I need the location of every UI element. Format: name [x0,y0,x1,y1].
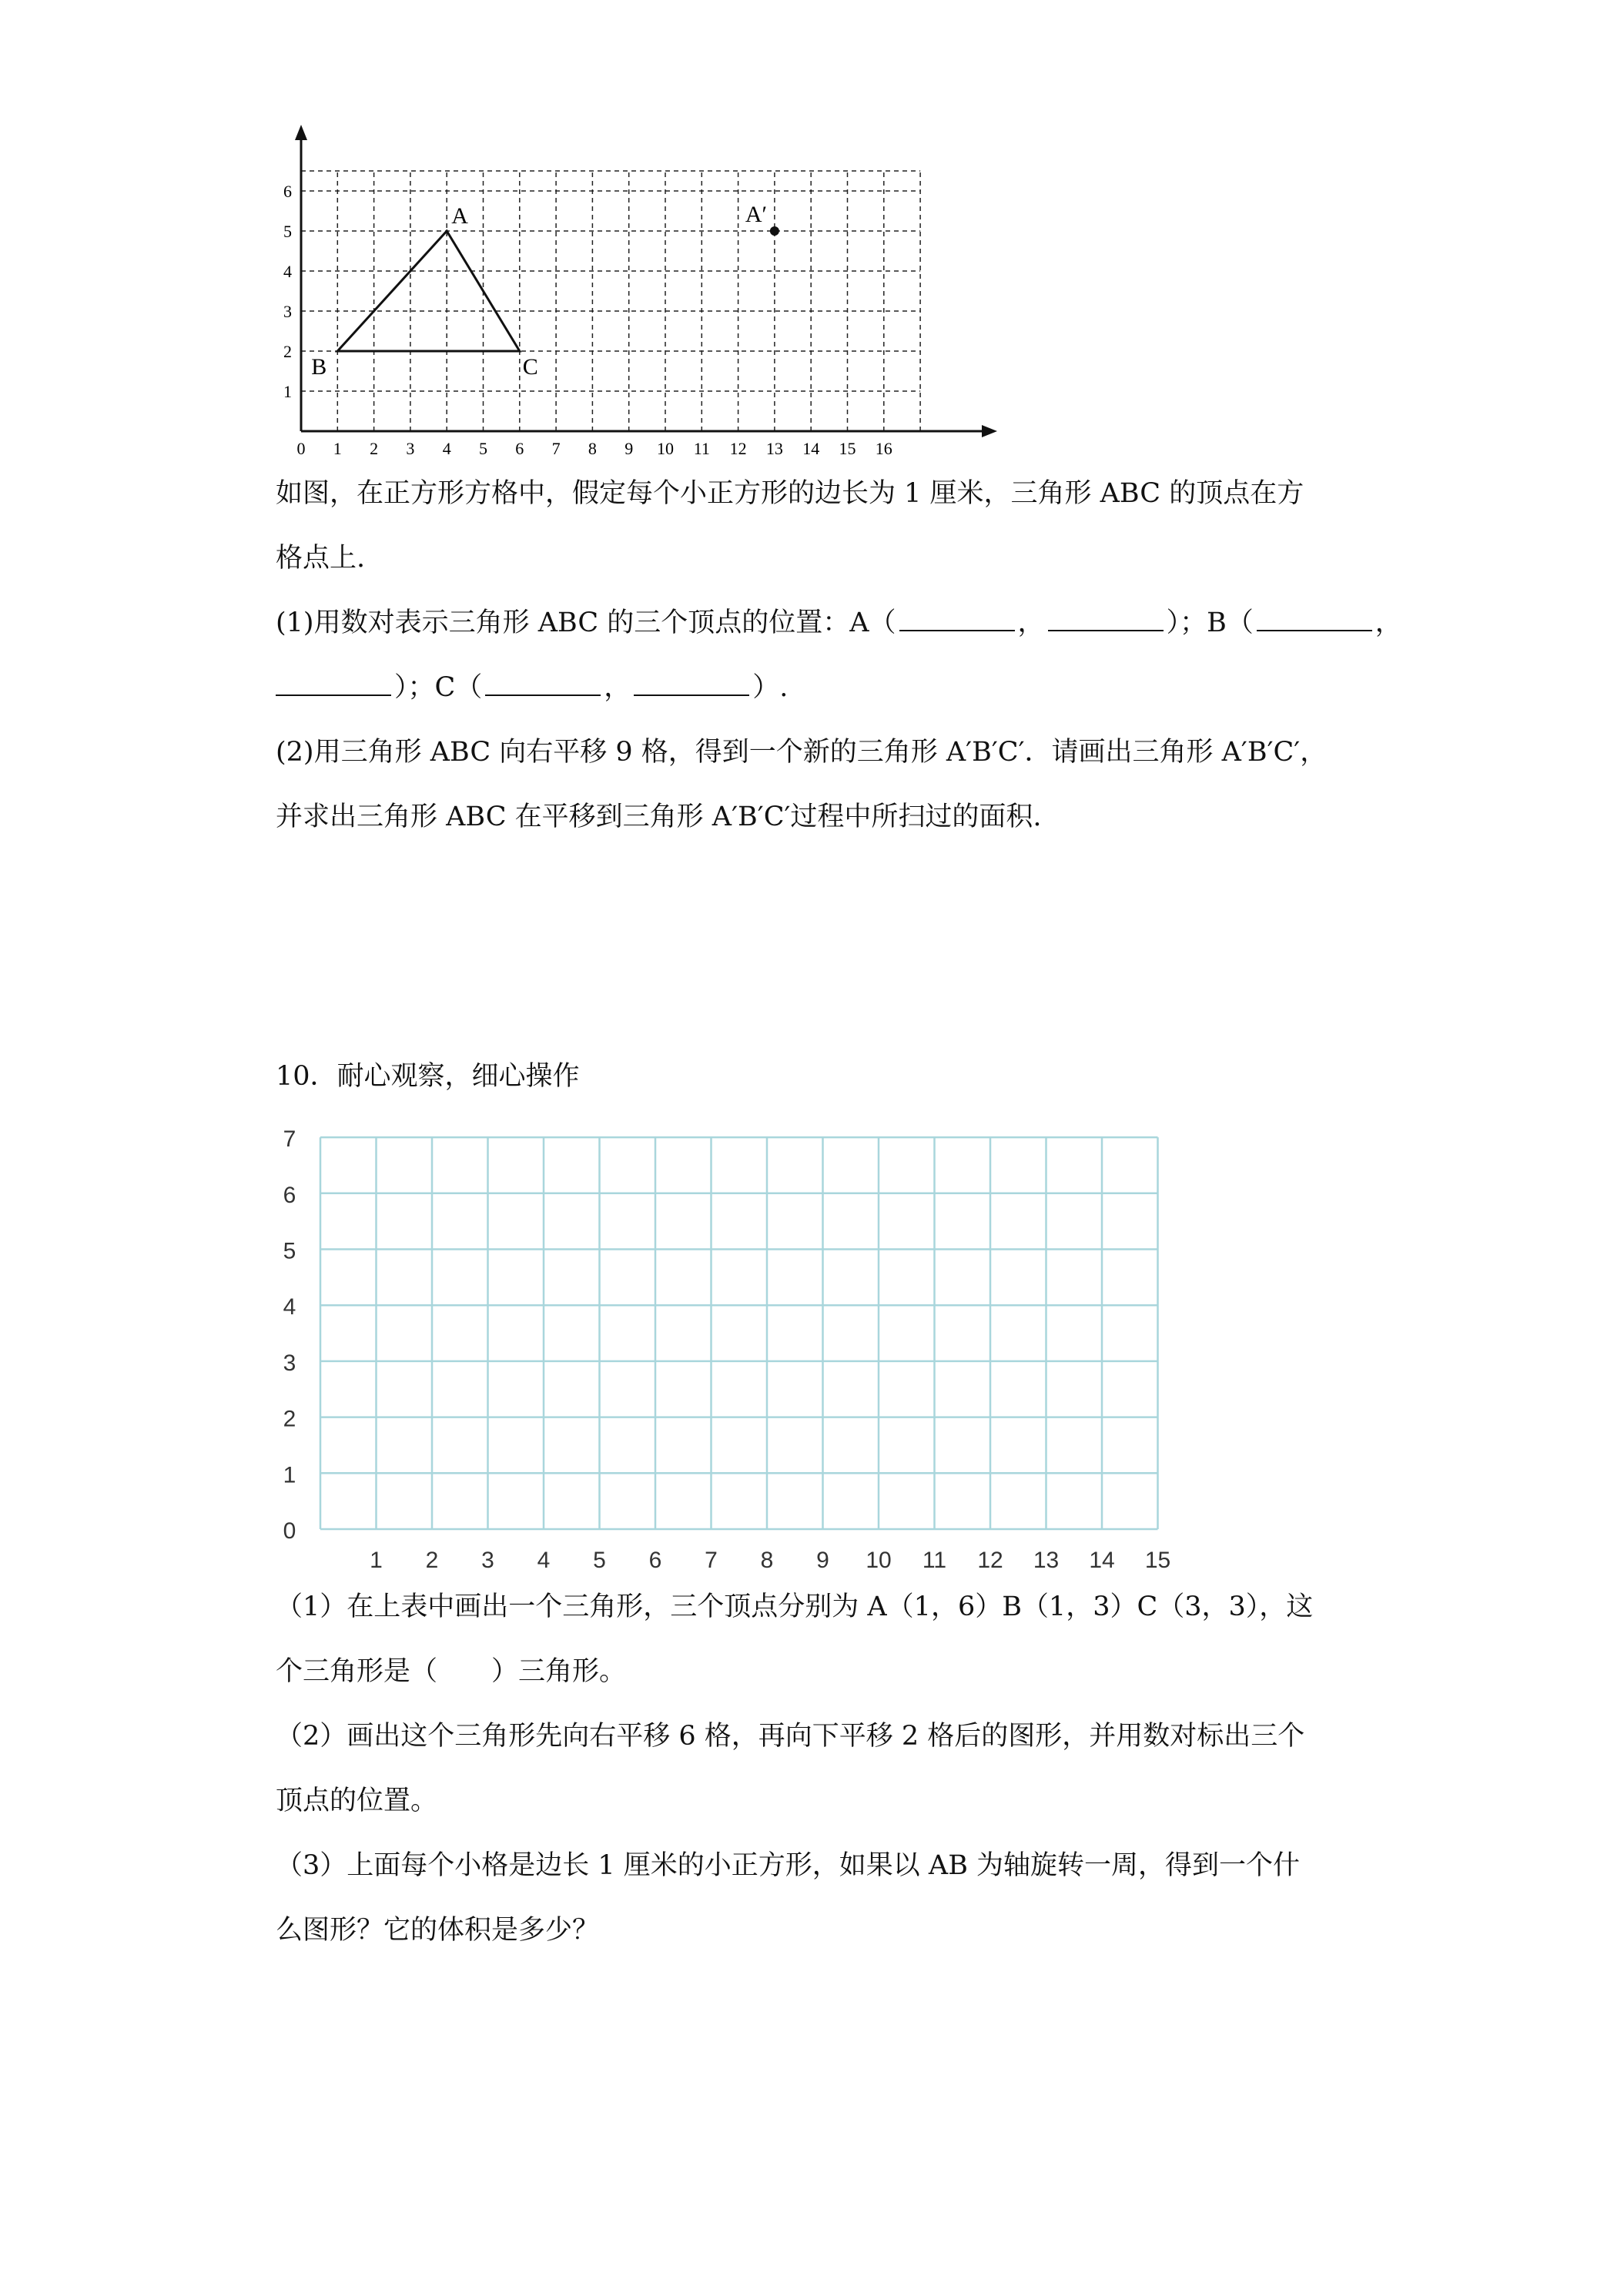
answer-blank-a-x[interactable] [899,604,1015,631]
x-tick-label: 7 [551,439,561,454]
x-tick-label: 14 [1089,1548,1115,1573]
x-tick-labels [297,439,892,454]
label-a-prime: A′ [745,202,768,227]
x-tick-label: 12 [977,1548,1003,1573]
x-tick-label: 9 [624,439,634,454]
answer-blank-a-y[interactable] [1048,604,1164,631]
x-tick-label: 5 [479,439,487,454]
question-10-text [276,1585,1354,1953]
q10-part3-line-2: 么图形？它的体积是多少？ [276,1915,600,1946]
y-tick-label: 4 [283,1294,296,1320]
x-tick-label: 2 [425,1548,439,1573]
label-b: B [311,354,327,380]
question-10-title: 10．耐心观察，细心操作 [276,1061,580,1092]
y-tick-label: 2 [283,342,292,361]
x-tick-label: 1 [370,1548,383,1573]
q9-part1-line-2 [276,665,1354,710]
x-tick-label: 11 [693,439,710,454]
q9-part2-line-2: 并求出三角形 ABC 在平移到三角形 A′B′C′过程中所扫过的面积. [276,802,1042,832]
x-tick-label: 6 [515,439,524,454]
x-tick-label: 11 [922,1548,947,1573]
x-tick-label: 15 [839,439,856,454]
x-tick-label: 3 [406,439,415,454]
q10-part2-line-2: 顶点的位置。 [276,1786,438,1816]
dashed-grid [301,171,920,431]
x-tick-label: 5 [593,1548,606,1573]
x-tick-label: 16 [875,439,892,454]
q9-part1-text-g: ）. [752,672,789,703]
y-tick-label: 1 [283,1462,296,1488]
q9-intro-line-2: 格点上. [276,543,366,574]
q9-part1-text-e: ）；C（ [394,672,483,703]
x-tick-label: 13 [765,439,783,454]
q10-part1-line-1: （1）在上表中画出一个三角形，三个顶点分别为 A（1，6）B（1，3）C（3，3），这 [276,1591,1314,1622]
y-tick-label: 3 [283,302,292,321]
y-tick-label: 5 [283,222,292,241]
y-tick-label: 0 [283,1518,296,1544]
y-tick-label: 3 [283,1350,296,1376]
blue-grid [320,1137,1158,1529]
x-tick-label: 10 [866,1548,892,1573]
q9-part1-text-a: (1)用数对表示三角形 ABC 的三个顶点的位置：A（ [276,607,896,638]
x-tick-label: 1 [333,439,342,454]
label-c: C [522,354,538,380]
q9-part1-text-b: ， [1017,607,1045,638]
q9-intro-line-1: 如图，在正方形方格中，假定每个小正方形的边长为 1 厘米，三角形 ABC 的顶点在方 [276,478,1304,509]
answer-blank-b-x[interactable] [1257,604,1372,631]
y-tick-label: 6 [283,1182,296,1208]
y-tick-label: 5 [283,1238,296,1264]
x-tick-label: 4 [537,1548,551,1573]
y-tick-labels [283,182,292,401]
answer-blank-c-x[interactable] [485,668,601,696]
x-tick-label: 8 [760,1548,774,1573]
q10-part1-line-2: 个三角形是（ ）三角形。 [276,1656,627,1687]
x-tick-label: 4 [442,439,451,454]
answer-blank-c-y[interactable] [634,668,749,696]
triangle-abc [337,231,520,351]
answer-blank-b-y[interactable] [276,668,391,696]
q9-part1-text-c: ）；B（ [1166,607,1254,638]
q9-part1-text-d: ， [1375,607,1402,638]
point-a-prime [770,226,779,236]
x-tick-label: 15 [1144,1548,1171,1573]
y-tick-label: 1 [283,382,292,401]
y-tick-label: 7 [283,1126,296,1153]
y-tick-label: 4 [283,262,292,281]
x-tick-label: 6 [648,1548,662,1573]
x-tick-label: 8 [588,439,597,454]
q10-part3-line-1: （3）上面每个小格是边长 1 厘米的小正方形，如果以 AB 为轴旋转一周，得到一个什 [276,1850,1301,1881]
x-tick-label: 2 [370,439,379,454]
x-tick-label: 14 [802,439,820,454]
q10-part2-line-1: （2）画出这个三角形先向右平移 6 格，再向下平移 2 格后的图形，并用数对标出三个 [276,1721,1305,1752]
coordinate-figure-2 [270,1109,1194,1586]
y-tick-label: 6 [283,182,292,201]
q9-part2-line-1: (2)用三角形 ABC 向右平移 9 格，得到一个新的三角形 A′B′C′．请画出三角形 A′B′C′， [276,737,1328,768]
x-tick-label: 12 [729,439,747,454]
y-tick-label: 2 [283,1406,296,1432]
label-a: A [451,203,468,229]
coordinate-figure-1 [273,123,997,454]
y-tick-labels [283,1126,296,1544]
x-tick-label: 9 [816,1548,829,1573]
x-tick-label: 7 [705,1548,718,1573]
x-tick-label: 13 [1033,1548,1060,1573]
q9-part1-text-f: ， [604,672,631,703]
question-9-text [276,471,1402,839]
x-tick-label: 10 [657,439,674,454]
x-tick-label: 0 [296,439,306,454]
x-tick-label: 3 [481,1548,494,1573]
x-tick-labels [370,1548,1170,1573]
q9-part1-line-1 [276,601,1402,645]
